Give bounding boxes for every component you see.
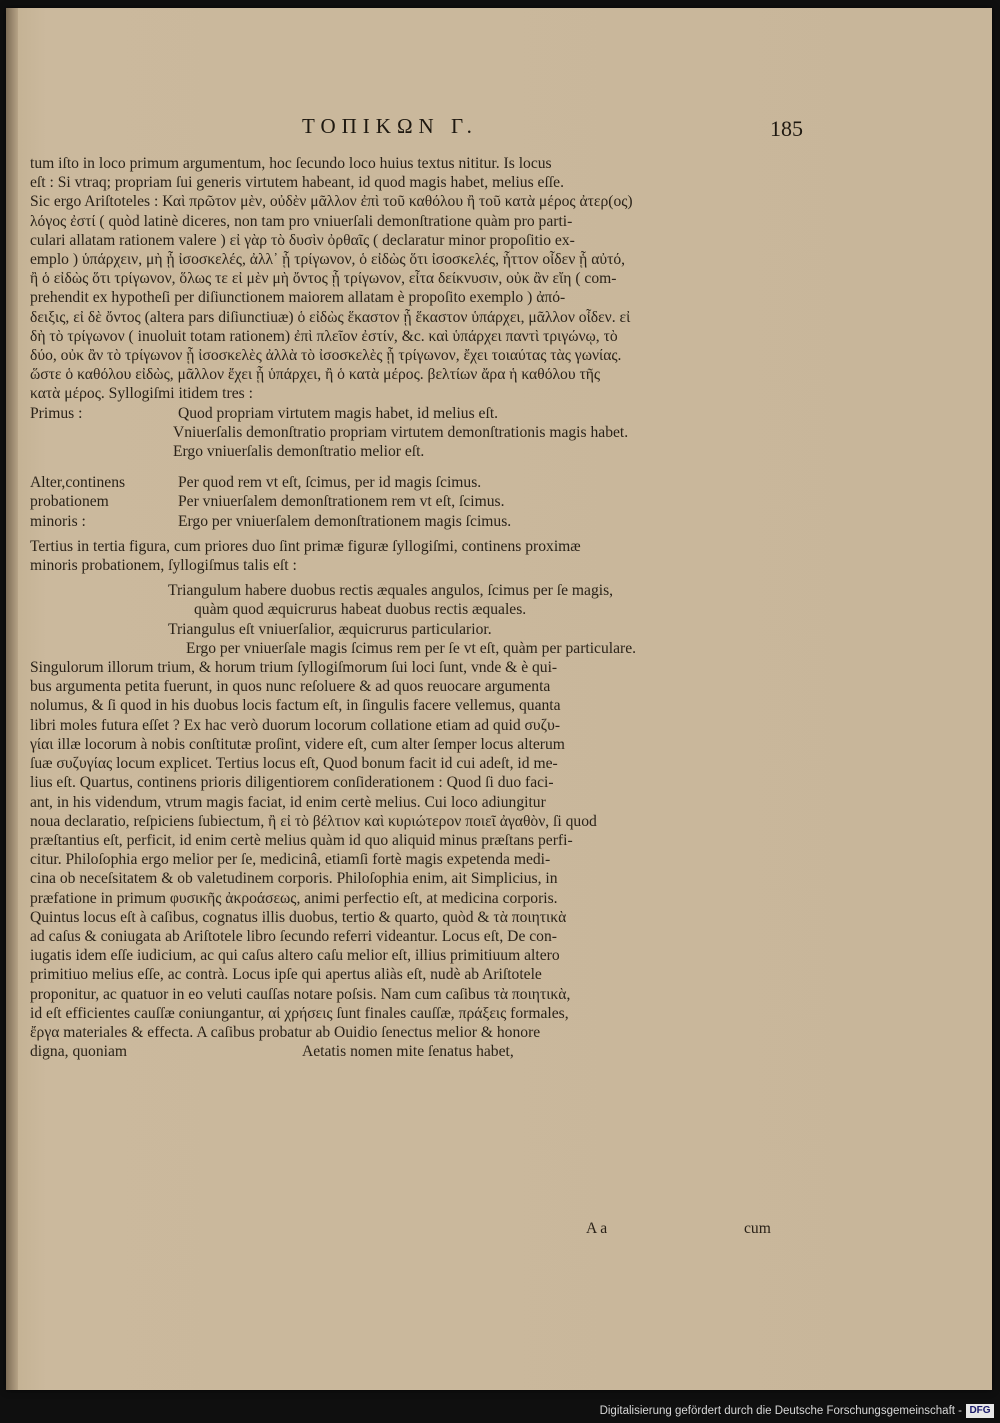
text-line: libri moles futura eſſet ? Ex hac verò duorum locorum collatione etiam ad quid συζυ- bbox=[30, 716, 561, 734]
text-line: eſt : Si vtraq; propriam ſui generis virtutem habeant, id quod magis habet, melius eſſe. bbox=[30, 174, 564, 192]
syllogism-line: Per vniuerſalem demonſtrationem rem vt eſt, ſcimus. bbox=[178, 493, 505, 511]
text-line: ad caſus & coniugata ab Ariſtotele libro ſecundo referri videantur. Locus eſt, De con- bbox=[30, 927, 557, 945]
text-line: id eſt efficientes cauſſæ coniungantur, αἱ χρήσεις ſunt finales cauſſæ, πράξεις formales, bbox=[30, 1004, 569, 1022]
text-line: præfatione in primum φυσικῆς ἀκροάσεως, animi perfectio eſt, at medicina corporis. bbox=[30, 889, 558, 907]
text-line: bus argumenta petita fuerunt, in quos nunc reſoluere & ad quos reuocare argumenta bbox=[30, 678, 551, 696]
text-line: Singulorum illorum trium, & horum trium ſyllogiſmorum ſui loci ſunt, vnde & è qui- bbox=[30, 659, 558, 677]
text-line: Quintus locus eſt à caſibus, cognatus illis duobus, tertio & quarto, quòd & τὰ ποιητικὰ bbox=[30, 908, 567, 926]
body-text bbox=[30, 154, 790, 1061]
text-line: iugatis idem eſſe iudicium, ac qui caſus altero caſu melior eſt, illius primitiuum altero bbox=[30, 947, 560, 965]
book-page bbox=[6, 8, 992, 1390]
syllogism-line: Per quod rem vt eſt, ſcimus, per id magis ſcimus. bbox=[178, 474, 482, 492]
page-header bbox=[6, 114, 992, 144]
text-line: præſtantius eſt, perficit, id enim certè melius quàm id quo aliquid minus præſtans perfi- bbox=[30, 831, 573, 849]
text-line: Sic ergo Ariſtoteles : Καὶ πρῶτον μὲν, οὐδὲν μᾶλλον ἐπὶ τοῦ καθόλου ἢ τοῦ κατὰ μέρος ἀτερ(ος) bbox=[30, 193, 633, 211]
syllogism-line: quàm quod æquicrurus habeat duobus rectis æquales. bbox=[194, 601, 527, 619]
text-line: γίαι illæ locorum à nobis conſtitutæ proſint, videre eſt, cum alter ſemper locus alterum bbox=[30, 735, 565, 753]
syllogism-label: probationem bbox=[30, 493, 109, 511]
syllogism-label: Alter,continens bbox=[30, 474, 126, 492]
text-line: nolumus, & ſi quod in his duobus locis factum eſt, in ſingulis facere vellemus, quanta bbox=[30, 697, 561, 715]
syllogism-line: Triangulum habere duobus rectis æquales angulos, ſcimus per ſe magis, bbox=[168, 582, 614, 600]
syllogism-alter-row bbox=[30, 512, 790, 531]
text-line: culari allatam rationem valere ) εἰ γὰρ τὸ δυσὶν ὀρθαῖς ( declaratur minor propoſitio ex- bbox=[30, 231, 575, 249]
verse-line-row bbox=[30, 1042, 790, 1061]
text-line: minoris probationem, ſyllogiſmus talis eſt : bbox=[30, 557, 297, 575]
syllogism-line: Vniuerſalis demonſtratio propriam virtutem demonſtrationis magis habet. bbox=[173, 423, 629, 441]
text-line: digna, quoniam bbox=[30, 1043, 128, 1061]
text-line: citur. Philoſophia ergo melior per ſe, medicinâ, etiamſi fortè magis expetenda medi- bbox=[30, 851, 551, 869]
text-line: emplo ) ὑπάρχειν, μὴ ᾗ ἰσοσκελές, ἀλλ᾽ ᾗ τρίγωνον, ὁ εἰδὼς ὅτι ἰσοσκελές, ἧττον οἶδεν ᾗ αὐτό, bbox=[30, 251, 626, 269]
syllogism-primus bbox=[30, 404, 790, 423]
syllogism-label: Primus : bbox=[30, 404, 83, 422]
syllogism-line: Triangulus eſt vniuerſalior, æquicrurus particularior. bbox=[168, 620, 492, 638]
signature-mark: A a bbox=[586, 1220, 608, 1237]
syllogism-line: Quod propriam virtutem magis habet, id melius eſt. bbox=[178, 404, 499, 422]
syllogism-alter-row bbox=[30, 492, 790, 511]
running-title: ΤΟΠΙΚΩΝ Γ. bbox=[302, 114, 478, 138]
syllogism-alter bbox=[30, 473, 790, 492]
text-line: δύο, οὐκ ἂν τὸ τρίγωνον ᾗ ἰσοσκελὲς ἀλλὰ τὸ ἰσοσκελὲς ᾗ τρίγωνον, ἔχει τοιαύτας τὰς γωνίας. bbox=[30, 347, 622, 365]
funding-notice: Digitalisierung gefördert durch die Deutsche Forschungsgemeinschaft - bbox=[599, 1405, 962, 1417]
syllogism-line: Ergo per vniuerſalem demonſtrationem magis ſcimus. bbox=[178, 512, 512, 530]
text-line: Tertius in tertia figura, cum priores duo ſint primæ figuræ ſyllogiſmi, continens proximæ bbox=[30, 537, 581, 555]
footer-bar bbox=[0, 1402, 1000, 1423]
syllogism-line: Ergo vniuerſalis demonſtratio melior eſt. bbox=[173, 443, 425, 461]
text-line: prehendit ex hypotheſi per diſiunctionem maiorem allatam è propoſito exemplo ) ἀπό- bbox=[30, 289, 566, 307]
text-line: ant, in his videndum, vtrum magis faciat, id enim certè melius. Cui loco adiungitur bbox=[30, 793, 546, 811]
text-line: ἢ ὁ εἰδὼς ὅτι τρίγωνον, ὅλως τε εἰ μὲν μὴ ὄντος ᾗ τρίγωνον, εἶτα δείκνυσιν, οὐκ ἂν εἴη ( com- bbox=[30, 270, 617, 288]
page-number: 185 bbox=[770, 116, 803, 141]
text-line: primitiuo melius eſſe, ac contrà. Locus ipſe qui apertus aliàs eſt, nudè ab Ariſtotele bbox=[30, 966, 542, 984]
text-line: λόγος ἐστί ( quòd latinè diceres, non tam pro vniuerſali demonſtratione quàm pro parti- bbox=[30, 212, 573, 230]
catchword: cum bbox=[744, 1220, 771, 1237]
text-line: cina ob neceſsitatem & ob valetudinem corporis. Philoſophia enim, ait Simplicius, in bbox=[30, 870, 558, 888]
page-gutter bbox=[6, 8, 18, 1390]
text-line: tum iſto in loco primum argumentum, hoc ſecundo loco huius textus nititur. Is locus bbox=[30, 155, 552, 172]
text-line: δειξις, εἰ δὲ ὄντος (altera pars diſiunctiuæ) ὁ εἰδὼς ἕκαστον ᾗ ἕκαστον ὑπάρχει, μᾶλλον οἶδεν. εἰ bbox=[30, 308, 631, 326]
catchline bbox=[6, 1220, 992, 1242]
text-line: ſuæ συζυγίας locum explicet. Tertius locus eſt, Quod bonum facit id cui adeſt, id me- bbox=[30, 755, 558, 773]
text-line: ὥστε ὁ καθόλου εἰδὼς, μᾶλλον ἔχει ᾗ ὑπάρχει, ἢ ὁ κατὰ μέρος. βελτίων ἄρα ἡ καθόλου τῆς bbox=[30, 366, 601, 384]
verse-line: Aetatis nomen mite ſenatus habet, bbox=[302, 1043, 514, 1061]
text-line: noua declaratio, reſpiciens ſubiectum, ἢ εἰ τὸ βέλτιον καὶ κυριώτερον ποιεῖ ἀγαθὸν, ſi quod bbox=[30, 812, 597, 830]
text-line: δὴ τὸ τρίγωνον ( inuoluit totam rationem) ἐπὶ πλεῖον ἐστίν, &c. καὶ ὑπάρχει παντὶ τριγώνῳ, τὸ bbox=[30, 327, 618, 345]
text-line: proponitur, ac quatuor in eo veluti cauſſas notare poſsis. Nam cum caſibus τὰ ποιητικὰ, bbox=[30, 985, 571, 1003]
text-line: κατὰ μέρος. Syllogiſmi itidem tres : bbox=[30, 385, 253, 403]
text-line: lius eſt. Quartus, continens prioris diligentiorem conſiderationem : Quod ſi duo faci- bbox=[30, 774, 554, 792]
dfg-logo-icon[interactable]: DFG bbox=[966, 1404, 994, 1418]
text-line: ἔργα materiales & effecta. A caſibus probatur ab Ouidio ſenectus melior & honore bbox=[30, 1023, 541, 1041]
syllogism-label: minoris : bbox=[30, 512, 86, 530]
syllogism-line: Ergo per vniuerſale magis ſcimus rem per ſe vt eſt, quàm per particulare. bbox=[186, 639, 637, 657]
